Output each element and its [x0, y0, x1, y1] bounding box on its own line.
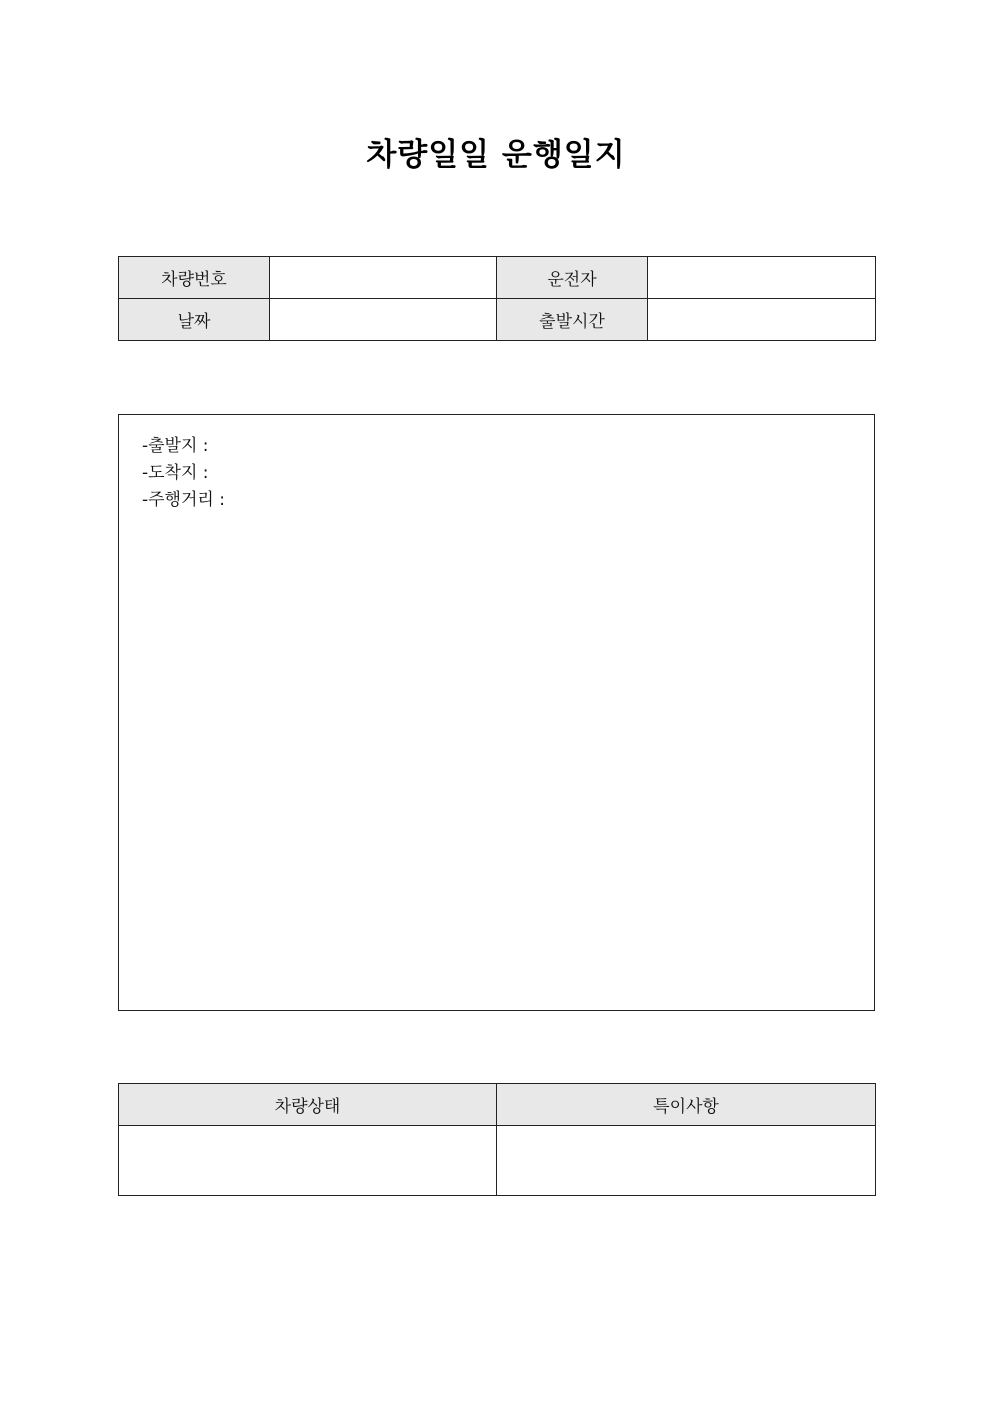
date-label: 날짜: [119, 299, 270, 341]
remarks-field[interactable]: [497, 1126, 876, 1196]
table-row: [119, 299, 876, 341]
distance-line: -주행거리 :: [142, 490, 225, 510]
table-row: [119, 257, 876, 299]
vehicle-number-label: 차량번호: [119, 257, 270, 299]
remarks-label: 특이사항: [497, 1084, 876, 1126]
vehicle-status-field[interactable]: [119, 1126, 497, 1196]
driver-label: 운전자: [497, 257, 648, 299]
departure-time-label: 출발시간: [497, 299, 648, 341]
table-header-row: [119, 1084, 876, 1126]
departure-time-field[interactable]: [648, 299, 876, 341]
trip-notes-box[interactable]: [118, 414, 875, 1011]
table-row: [119, 1126, 876, 1196]
vehicle-info-table: [118, 256, 876, 341]
arrival-point-line: -도착지 :: [142, 463, 209, 483]
date-field[interactable]: [270, 299, 497, 341]
departure-point-line: -출발지 :: [142, 436, 209, 456]
driver-field[interactable]: [648, 257, 876, 299]
vehicle-status-label: 차량상태: [119, 1084, 497, 1126]
vehicle-number-field[interactable]: [270, 257, 497, 299]
vehicle-status-table: [118, 1083, 876, 1196]
page-title: 차량일일 운행일지: [366, 137, 626, 173]
trip-notes-list: [142, 433, 225, 514]
